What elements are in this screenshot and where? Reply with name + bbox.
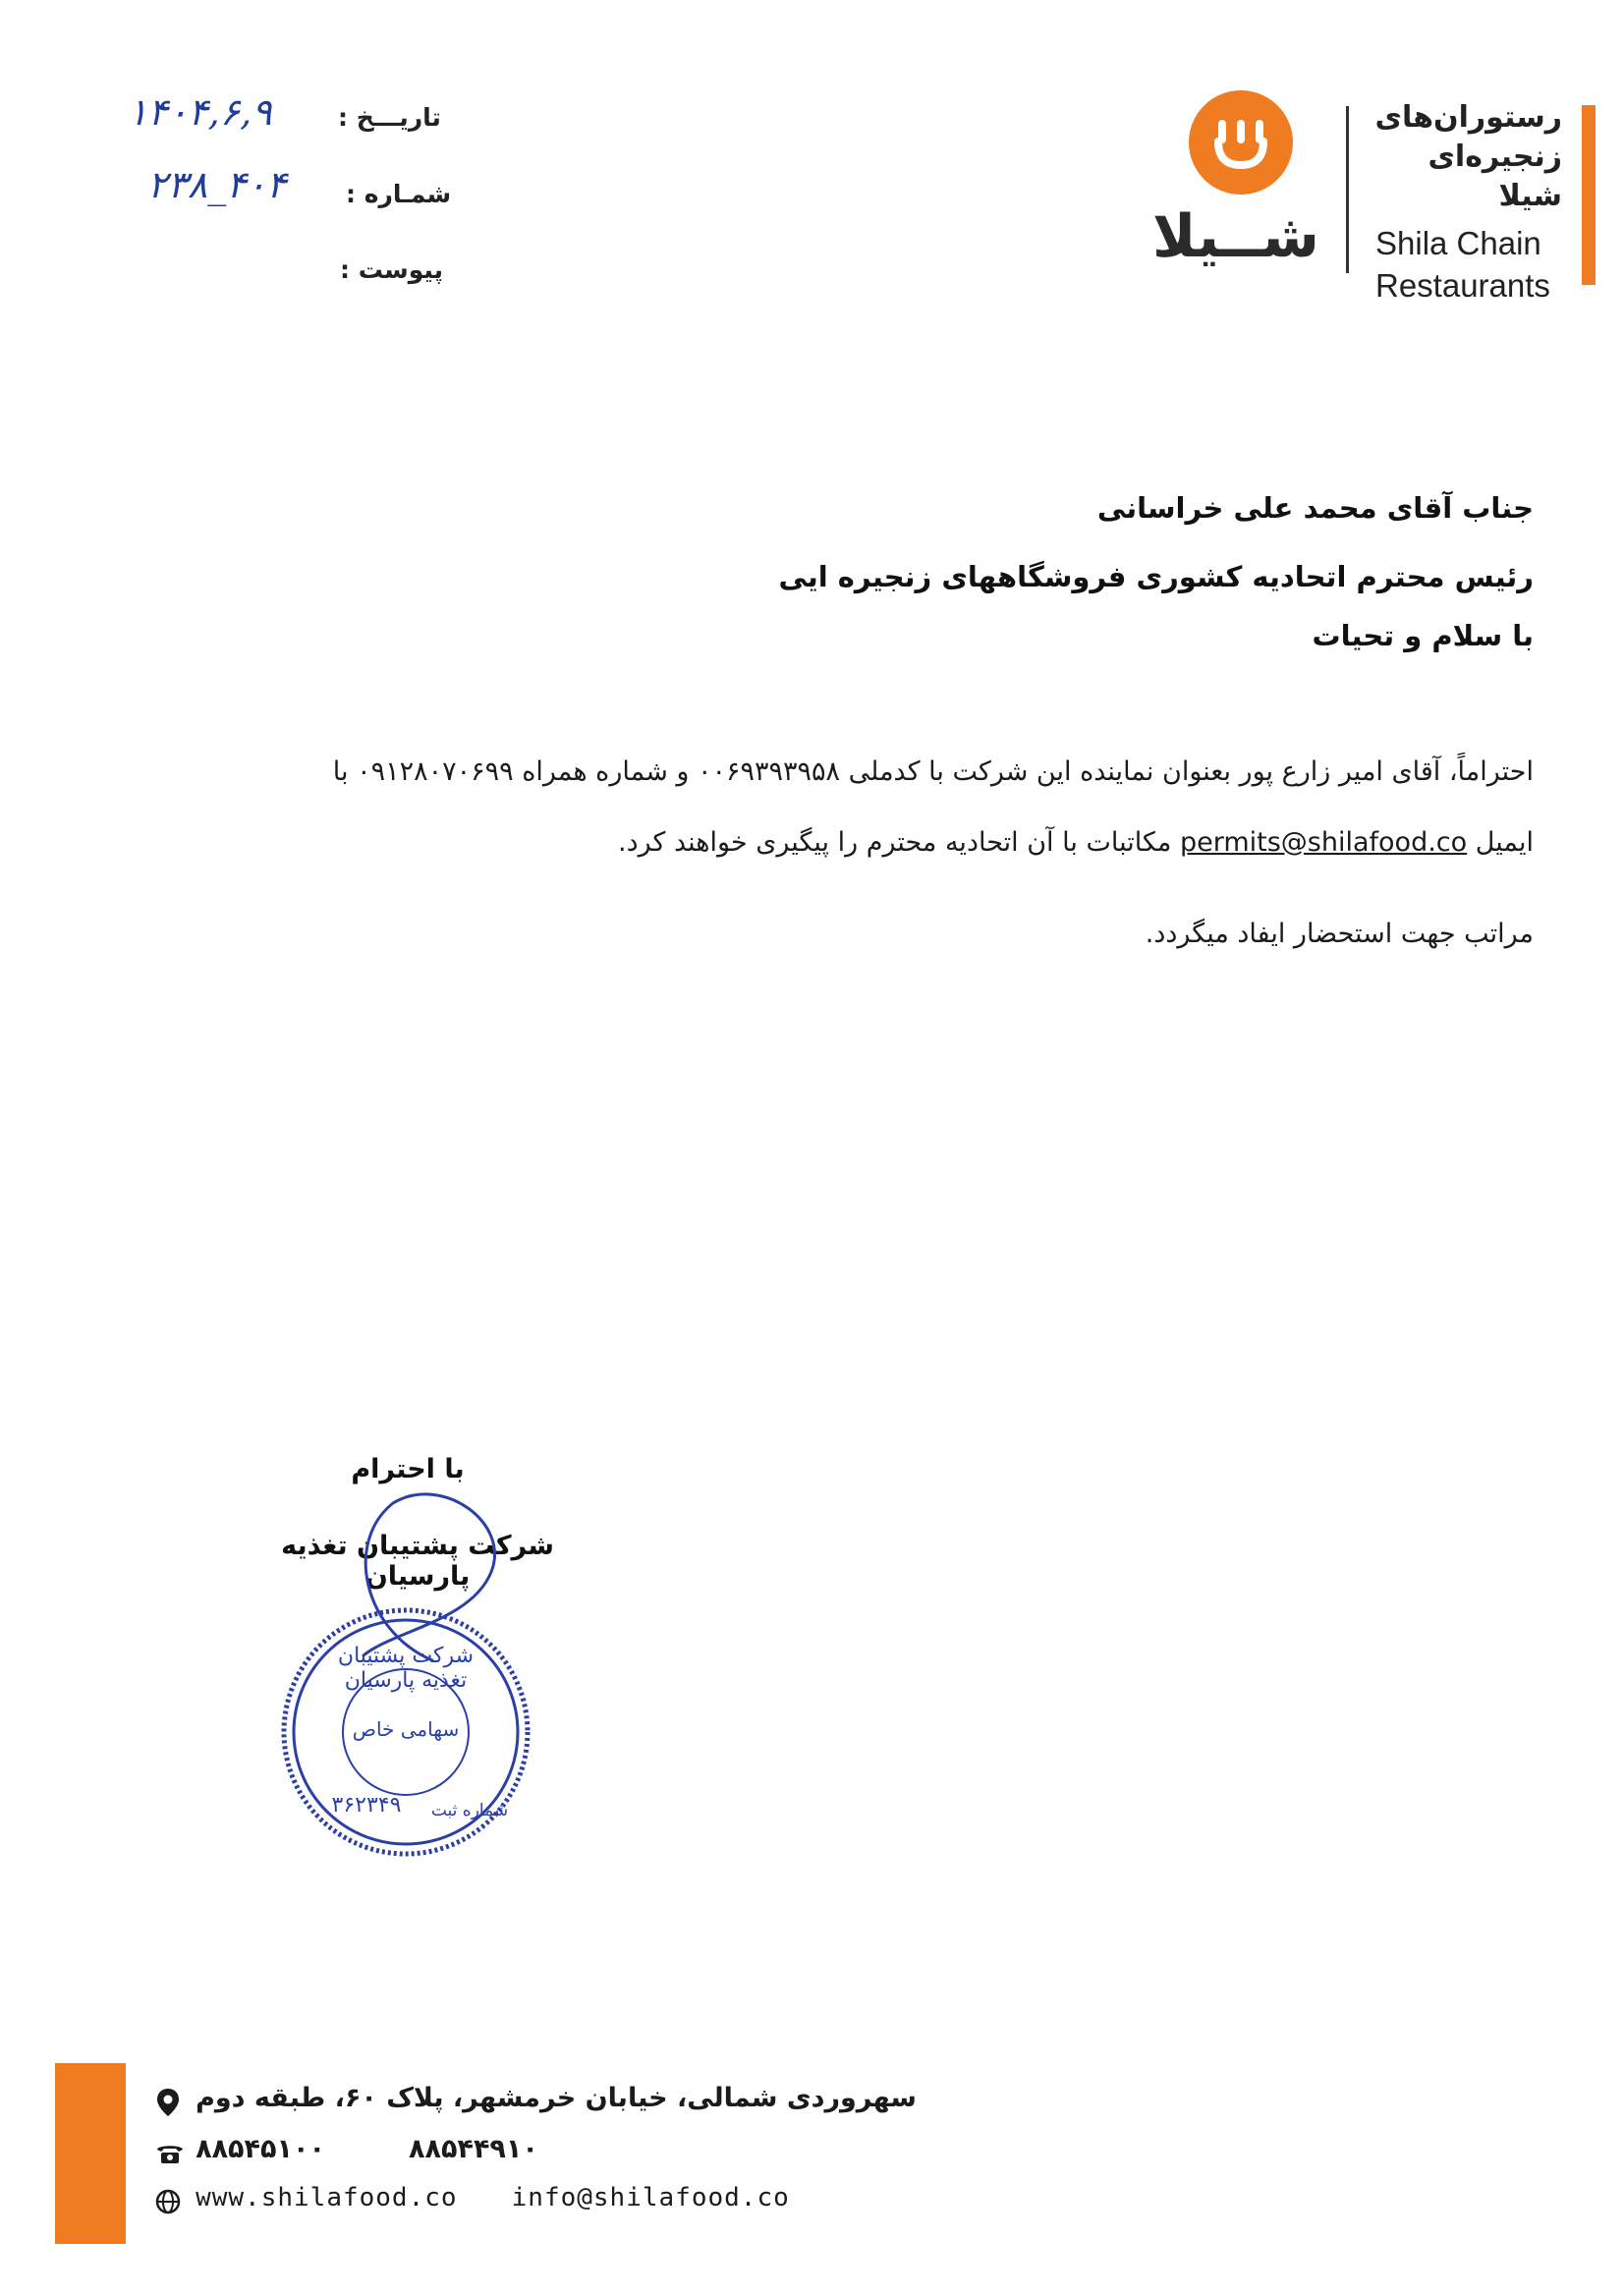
number-value: ۴۰۴_۲۳۸	[147, 163, 287, 206]
brand-name-fa-line2: زنجیره‌ای شیلا	[1428, 140, 1562, 213]
footer-phone-row	[155, 2134, 538, 2165]
body-line-2	[618, 827, 1534, 858]
attachment-label: پیوست :	[340, 255, 444, 284]
footer-address-row	[155, 2083, 917, 2117]
brand-name	[1375, 98, 1562, 307]
date-value: ۱۴۰۴,۶,۹	[128, 90, 272, 134]
stamp-reg-label: شماره ثبت	[430, 1801, 509, 1820]
telephone-icon	[155, 2142, 185, 2165]
stamp-reg-number: ۳۶۲۳۴۹	[331, 1793, 402, 1818]
recipient-title: رئیس محترم اتحادیه کشوری فروشگاههای زنجیره ایی	[778, 560, 1534, 593]
footer-address: سهروردی شمالی، خیابان خرمشهر، پلاک ۶۰، طبقه دوم	[196, 2083, 917, 2113]
brand-name-fa-line1: رستوران‌های	[1374, 100, 1562, 135]
footer-email[interactable]: info@shilafood.co	[511, 2183, 790, 2212]
brand-divider	[1346, 106, 1349, 273]
stamp-company-name: شرکت پشتیبان تغذیه پارسیان	[337, 1644, 475, 1693]
stamp-company-type: سهامی خاص	[352, 1717, 460, 1741]
location-pin-icon	[155, 2088, 181, 2117]
date-label: تاریـــخ :	[338, 103, 441, 132]
closing: با احترام	[351, 1454, 465, 1484]
body-email-prefix: ایمیل	[1475, 827, 1534, 858]
brand-name-en-line1: Shila Chain	[1375, 225, 1541, 261]
logo-emblem-icon	[1189, 90, 1293, 195]
recipient-name: جناب آقای محمد علی خراسانی	[1096, 491, 1534, 525]
logo-wordmark: شــیلا	[1151, 202, 1319, 271]
footer-phone-1: ۸۸۵۴۵۱۰۰	[196, 2134, 325, 2164]
header-accent-bar	[1582, 105, 1596, 285]
company-stamp	[278, 1604, 533, 1860]
body-email-link[interactable]: permits@shilafood.co	[1179, 827, 1468, 858]
body-line-2-suffix: مکاتبات با آن اتحادیه محترم را پیگیری خواهند کرد.	[618, 827, 1172, 858]
number-label: شمـاره :	[346, 180, 452, 208]
globe-icon	[155, 2189, 181, 2214]
signatory-company: شرکت پشتیبان تغذیه پارسیان	[281, 1531, 554, 1592]
footer-website[interactable]: www.shilafood.co	[196, 2183, 458, 2212]
brand-logo	[1151, 90, 1319, 271]
body-line-1: احتراماً، آقای امیر زارع پور بعنوان نماینده این شرکت با کدملی ۰۰۶۹۳۹۳۹۵۸ و شماره همراه ۰۹۱۲۸۰۷۰۶۹۹ با	[332, 756, 1534, 787]
body-line-3: مراتب جهت استحضار ایفاد میگردد.	[1145, 919, 1534, 949]
footer-accent-bar	[55, 2063, 126, 2244]
footer-phone-2: ۸۸۵۴۴۹۱۰	[409, 2134, 538, 2164]
greeting: با سلام و تحیات	[1312, 619, 1534, 652]
footer-web-row	[155, 2183, 790, 2214]
brand-name-en-line2: Restaurants	[1375, 267, 1550, 304]
